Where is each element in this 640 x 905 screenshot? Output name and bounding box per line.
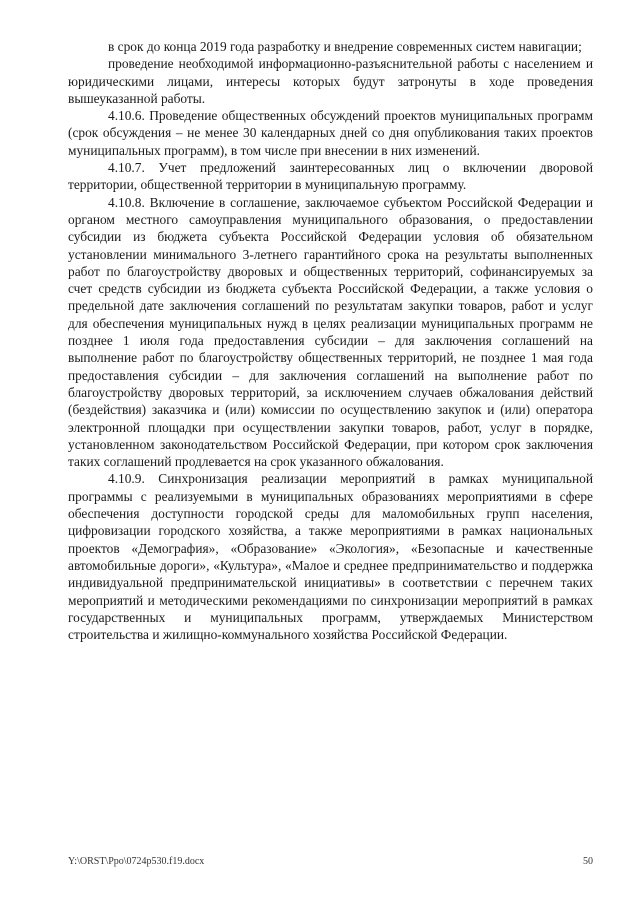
- paragraph-4-10-6: 4.10.6. Проведение общественных обсуждений проектов муниципальных программ (срок обсуждения – не менее 30 календарных дней со дня опубликования таких проектов муниципальных программ), в том числе при внесении в них изменений.: [68, 108, 593, 158]
- paragraph-4-10-8: 4.10.8. Включение в соглашение, заключаемое субъектом Российской Федерации и органом местного самоуправления муниципального образования, о предоставлении субсидии из бюджета субъекта Российской Федерации условия об обязательном установлении минимального 3-летнего гарантийного срока на результаты выполненных работ по благоустройству дворовых и общественных территорий, софинансируемых за счет средств субсидии из бюджета субъекта Российской Федерации, а также условия о предельной дате заключения соглашений по результатам закупки товаров, работ и услуг для обеспечения муниципальных нужд в целях реализации муниципальных программ не позднее 1 июля года предоставления субсидии – для заключения соглашений на выполнение работ по благоустройству общественных территорий, не позднее 1 мая года предоставления субсидии – для заключения соглашений на выполнение работ по благоустройству дворовых территорий, за исключением случаев обжалования действий (бездействия) заказчика и (или) комиссии по осуществлению закупок и (или) оператора электронной площадки при осуществлении закупки товаров, работ, услуг в порядке, установленном законодательством Российской Федерации, при котором срок заключения таких соглашений продлевается на срок указанного обжалования.: [68, 194, 593, 470]
- paragraph-navigation: в срок до конца 2019 года разработку и внедрение современных систем навигации;: [108, 39, 582, 54]
- paragraph-4-10-7: 4.10.7. Учет предложений заинтересованных лиц о включении дворовой территории, общественной территории в муниципальную программу.: [68, 160, 593, 193]
- document-body: [68, 38, 593, 643]
- footer-file-path: Y:\ORST\Ppo\0724p530.f19.docx: [68, 856, 205, 867]
- page-footer: [68, 856, 593, 867]
- footer-page-number: 50: [583, 856, 593, 867]
- paragraph-4-10-9: 4.10.9. Синхронизация реализации мероприятий в рамках муниципальной программы с реализуемыми в муниципальных образованиях мероприятиями в сфере обеспечения доступности городской среды для маломобильных групп населения, цифровизации городского хозяйства, а также мероприятиями в рамках национальных проектов «Демография», «Образование» «Экология», «Безопасные и качественные автомобильные дороги», «Культура», «Малое и среднее предпринимательство и поддержка индивидуальной предпринимательской инициативы» в соответствии с перечнем таких мероприятий и методическими рекомендациями по синхронизации мероприятий в рамках государственных и муниципальных программ, утверждаемых Министерством строительства и жилищно-коммунального хозяйства Российской Федерации.: [68, 471, 593, 643]
- paragraph-outreach: проведение необходимой информационно-разъяснительной работы с населением и юридическими лицами, интересы которых будут затронуты в ходе проведения вышеуказанной работы.: [68, 56, 593, 106]
